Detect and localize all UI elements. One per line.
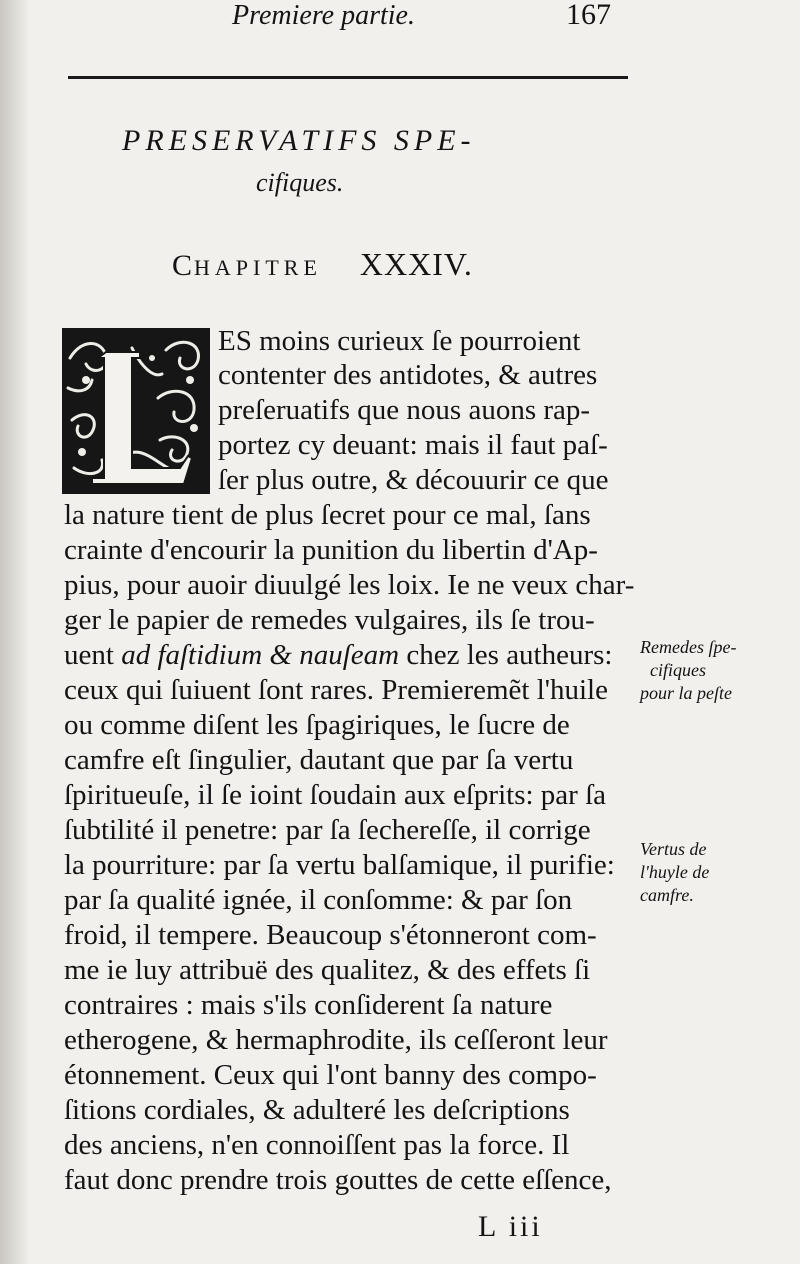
body-line-5: ſer plus outre, & découurir ce que [218,464,609,496]
body-line-22: étonnement. Ceux qui l'ont banny des compo- [64,1059,597,1091]
chapter-label-initial: C [172,249,195,282]
body-line-6: la nature tient de plus ſecret pour ce mal, ſans [64,499,591,531]
body-line-18: froid, il tempere. Beaucoup s'étonneront com- [64,919,597,951]
body-line-13: camfre eſt ſingulier, dautant que par ſa vertu [64,744,574,776]
body-line-24: des anciens, n'en connoiſſent pas la force. Il [64,1129,570,1161]
body-line-14: ſpiritueuſe, il ſe ioint ſoudain aux eſprits: par ſa [64,779,607,811]
line10-after: chez les autheurs: [399,639,613,671]
header-rule [68,76,628,79]
marginal-note-vertus [640,838,709,907]
body-line-21: etherogene, & hermaphrodite, ils ceſſeront leur [64,1024,608,1056]
latin-phrase: ad faſtidium & nauſeam [121,639,400,671]
marginal-note-remedes [640,636,736,705]
body-line-25: faut donc prendre trois gouttes de cette eſſence, [64,1164,612,1196]
chapter-label-rest: HAPITRE [194,255,322,280]
chapter-heading [172,246,473,283]
body-line-23: ſitions cordiales, & adulteré les deſcriptions [64,1094,570,1126]
section-title-continuation: cifiques. [256,168,344,197]
signature-mark: L iii [478,1210,543,1243]
body-line-11: ceux qui ſuiuent ſont rares. Premieremẽt l'huile [64,674,608,706]
body-line-2: contenter des antidotes, & autres [218,359,598,391]
body-line-7: crainte d'encourir la punition du libertin d'Ap- [64,534,598,566]
marginal-note-line: camfre. [640,885,694,905]
body-line-4: portez cy deuant: mais il faut paſ- [218,429,608,461]
running-head: Premiere partie. [232,0,415,31]
marginal-note-line: cifiques [650,660,706,680]
section-title: PRESERVATIFS SPE- [122,124,476,157]
body-line-8: pius, pour auoir diuulgé les loix. Ie ne veux char- [64,569,635,601]
marginal-note-line: l'huyle de [640,862,710,882]
line10-before: uent [64,639,122,671]
body-line-20: contraires : mais s'ils conſiderent ſa nature [64,989,553,1021]
body-line-12: ou comme diſent les ſpagiriques, le ſucre de [64,709,570,741]
body-line-16: la pourriture: par ſa vertu balſamique, il purifie: [64,849,615,881]
body-line-17: par ſa qualité ignée, il conſomme: & par ſon [64,884,573,916]
body-line-1: ES moins curieux ſe pourroient [218,325,581,357]
body-line-19: me ie luy attribuë des qualitez, & des effets ſi [64,954,591,986]
marginal-note-line: Vertus de [640,839,707,859]
body-line-9: ger le papier de remedes vulgaires, ils ſe trou- [64,604,595,636]
chapter-number: XXXIV. [359,246,473,282]
show-through-text [640,40,800,58]
marginal-note-line: Remedes ſpe- [640,637,737,657]
ornamental-initial-L-icon [62,328,210,494]
body-line-15: ſubtilité il penetre: par ſa ſechereſſe, il corrige [64,814,591,846]
body-line-3: preſeruatifs que nous auons rap- [218,394,591,426]
gutter-shadow [0,0,30,1264]
marginal-note-line: pour la peſte [640,683,732,703]
body-line-10 [64,638,613,672]
page-number: 167 [566,0,611,31]
